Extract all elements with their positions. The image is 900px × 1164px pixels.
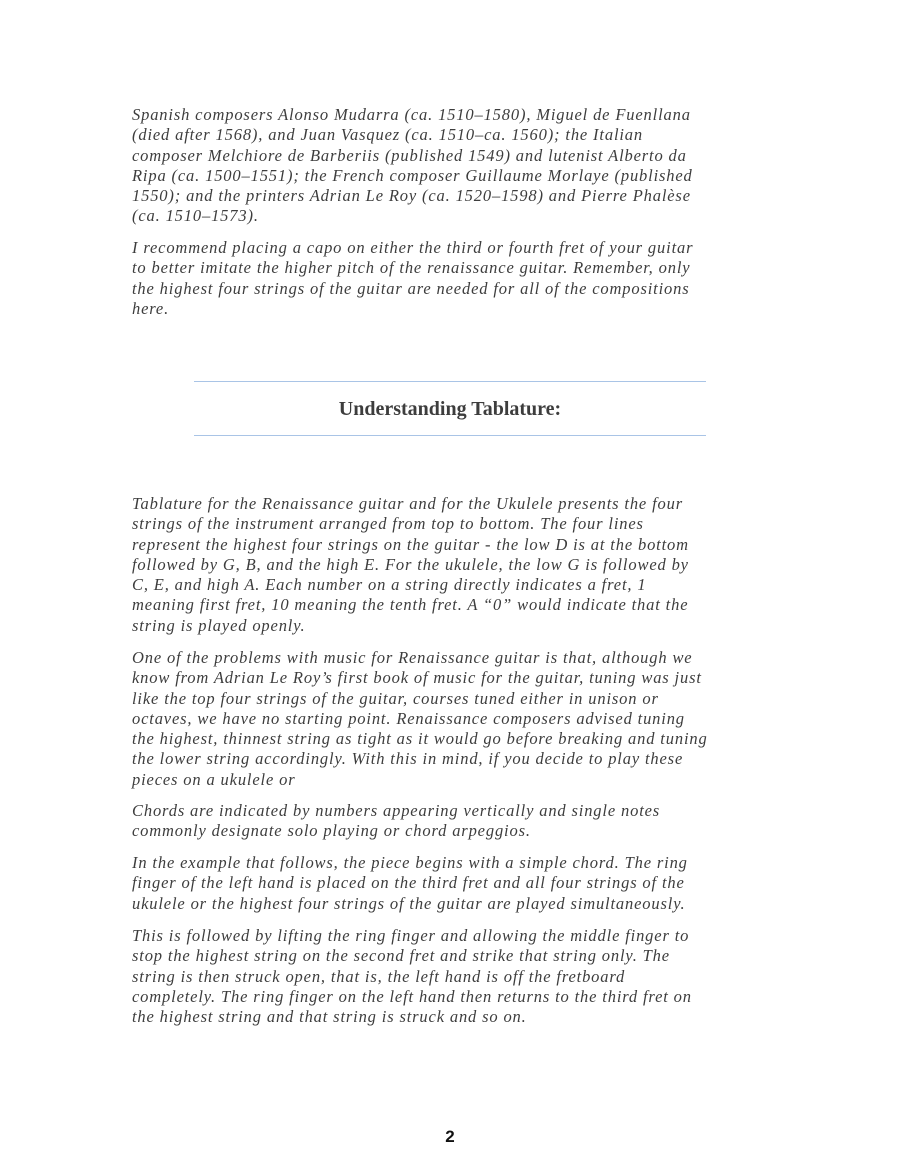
section-divider-bottom bbox=[194, 435, 706, 436]
body-paragraph-tuning: One of the problems with music for Renaissance guitar is that, although we know from Adrian Le Roy’s first book of music for the guitar, tuning was just like the top four strings of the guitar, courses tuned either in unison or octaves, we have no starting point. Renaissance composers advised tuning the highest, thinnest string as tight as it would go before breaking and tuning the lower string accordingly. With this in mind, if you decide to play these pieces on a ukulele or bbox=[132, 648, 708, 789]
page-number: 2 bbox=[445, 1127, 455, 1146]
section-divider-top bbox=[194, 381, 706, 382]
body-paragraph-example: In the example that follows, the piece begins with a simple chord. The ring finger of the left hand is placed on the third fret and all four strings of the ukulele or the highest four strings of the guitar are played simultaneously. bbox=[132, 853, 688, 913]
intro-paragraph-capo: I recommend placing a capo on either the third or fourth fret of your guitar to better imitate the higher pitch of the renaissance guitar. Remember, only the highest four strings of the guitar are needed for all of the compositions here. bbox=[132, 238, 694, 318]
body-paragraph-chords: Chords are indicated by numbers appearing vertically and single notes commonly designate solo playing or chord arpeggios. bbox=[132, 801, 661, 841]
intro-paragraph-composers: Spanish composers Alonso Mudarra (ca. 1510–1580), Miguel de Fuenllana (died after 1568), and Juan Vasquez (ca. 1510–ca. 1560); the Italian composer Melchiore de Barberiis (published 1549) and lutenist Alberto da Ripa (ca. 1500–1551); the French composer Guillaume Morlaye (published 1550); and the printers Adrian Le Roy (ca. 1520–1598) and Pierre Phalèse (ca. 1510–1573). bbox=[132, 105, 693, 226]
section-title: Understanding Tablature: bbox=[338, 398, 562, 420]
body-paragraph-tablature: Tablature for the Renaissance guitar and for the Ukulele presents the four strings of the instrument arranged from top to bottom. The four lines represent the highest four strings on the guitar - the low D is at the bottom followed by G, B, and the high E. For the ukulele, the low G is followed by C, E, and high A. Each number on a string directly indicates a fret, 1 meaning first fret, 10 meaning the tenth fret. A “0” would indicate that the string is played openly. bbox=[132, 494, 689, 635]
body-paragraph-ring-finger: This is followed by lifting the ring finger and allowing the middle finger to stop the highest string on the second fret and strike that string only. The string is then struck open, that is, the left hand is off the fretboard completely. The ring finger on the left hand then returns to the third fret on the highest string and that string is struck and so on. bbox=[132, 926, 692, 1027]
